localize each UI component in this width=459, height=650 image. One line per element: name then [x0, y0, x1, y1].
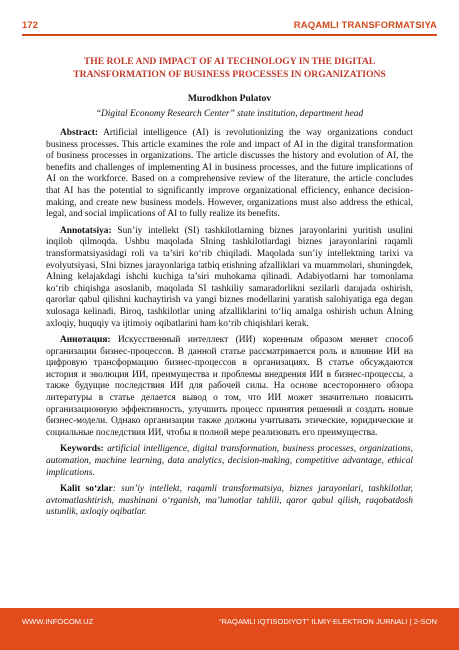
- annotatsiya-ru-paragraph: [46, 335, 413, 439]
- kalit-paragraph: [46, 484, 413, 519]
- annotatsiya-ru-label: Аннотация:: [60, 335, 111, 346]
- annotatsiya-text: Sun’iy intellekt (SI) tashkilotlarning biznes jarayonlarini yuritish usulini inqilob qilmoqda. Ushbu maqolada SIning tashkilotlardagi biznes jarayonlarini raqamli transformatsiyasidagi roli va ta’siri ko‘rib chiqiladi. Maqolada sun’iy intellektning tarixi va evolyutsiyasi, SIni biznes jarayonlariga tatbiq etishning afzalliklari va muammolari, shuningdek, AIning kelajakdagi ishchi kuchiga ta’siri muhokama qilinadi. Adabiyotlarni har tomonlama ko‘rib chiqishga asoslanib, maqolada SI tashkiliy samaradorlikni sezilarli darajada oshirish, qarorlar qabul qilishni kuchaytirish va yangi biznes modellarini yaratish salohiyatiga ega degan xulosaga kelinadi. Biroq, tashkilotlar uning afzalliklarini to‘liq amalga oshirish uchun AIning axloqiy, huquqiy va ijtimoiy oqibatlarini ham ko‘rib chiqishlari kerak.: [46, 225, 413, 329]
- annotatsiya-label: Annotatsiya:: [60, 225, 112, 236]
- article-body: [46, 56, 413, 524]
- keywords-paragraph: [46, 444, 413, 479]
- footer-journal-issue: “RAQAMLI IQTISODIYOT” ILMIY-ELEKTRON JURNALI | 2-SON: [218, 617, 437, 626]
- keywords-label: Keywords:: [60, 444, 104, 455]
- page-footer: [0, 608, 459, 650]
- abstract-text: Artificial intelligence (AI) is revolutionizing the way organizations conduct business processes. This article examines the role and impact of AI in the digital transformation of business processes in organizations. The article discusses the history and evolution of AI, the benefits and challenges of implementing AI in business processes, and the future implications of AI on the workforce. Based on a comprehensive review of the literature, the article concludes that AI has the potential to significantly improve organizational efficiency, enhance decision-making, and create new business models. However, organizations must also address the ethical, legal, and social implications of AI to fully realize its benefits.: [46, 128, 413, 220]
- footer-website[interactable]: WWW.INFOCOM.UZ: [22, 617, 94, 626]
- annotatsiya-paragraph: [46, 226, 413, 330]
- header-rule: [22, 34, 437, 36]
- kalit-label: Kalit so‘zlar: [60, 484, 113, 495]
- author-affiliation: “Digital Economy Research Center” state institution, department head: [95, 109, 364, 119]
- page-header: [0, 0, 459, 40]
- journal-name: RAQAMLI TRANSFORMATSIYA: [293, 20, 437, 31]
- abstract-label: Abstract:: [60, 128, 99, 138]
- article-title: THE ROLE AND IMPACT OF AI TECHNOLOGY IN THE DIGITAL TRANSFORMATION OF BUSINESS PROCESSES IN ORGANIZATIONS: [73, 56, 386, 80]
- annotatsiya-ru-text: Искусственный интеллект (ИИ) коренным образом меняет способ организации бизнес-процессов. В данной статье рассматривается роль и влияние ИИ на цифровую трансформацию бизнес-процессов в организациях. В статье обсуждаются история и эволюция ИИ, преимущества и проблемы внедрения ИИ в бизнес-процессы, а также будущие последствия ИИ для рабочей силы. На основе всестороннего обзора литературы в статье делается вывод о том, что ИИ может значительно повысить организационную эффективность, улучшить процесс принятия решений и создать новые бизнес-модели. Однако организации также должны учитывать этические, юридические и социальные последствия ИИ, чтобы в полной мере реализовать его преимущества.: [46, 335, 413, 438]
- abstract-paragraph: [46, 128, 413, 221]
- author-name: Murodkhon Pulatov: [187, 93, 272, 104]
- keywords-text: artificial intelligence, digital transformation, business processes, organizations, automation, machine learning, data analytics, decision-making, competitive advantage, ethical implications.: [46, 444, 413, 478]
- page-number: 172: [22, 20, 38, 31]
- kalit-text: : sun’iy intellekt, raqamli transformatsiya, biznes jarayonlari, tashkilotlar, avtomatlashtirish, mashinani o‘rganish, ma’lumotlar tahlili, qaror qabul qilish, raqobatdosh ustunlik, axloqiy oqibatlar.: [46, 484, 413, 518]
